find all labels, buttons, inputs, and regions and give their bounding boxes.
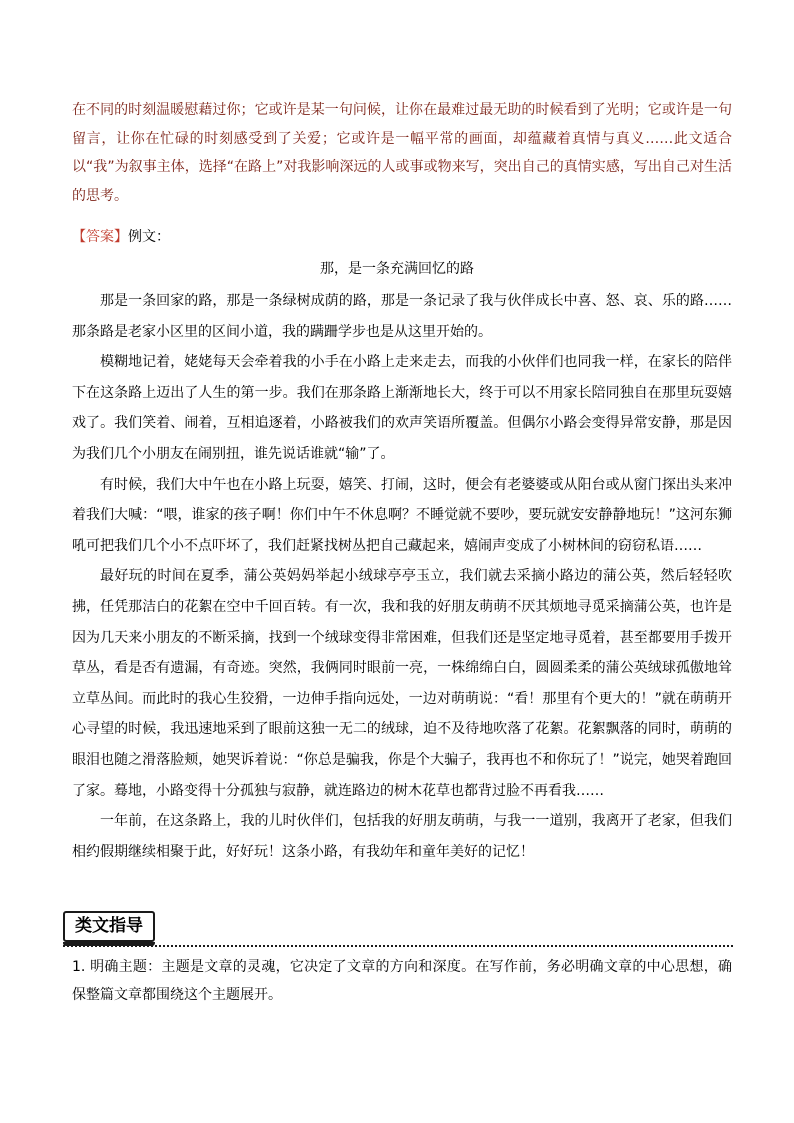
essay-paragraph: 有时候，我们大中午也在小路上玩耍，嬉笑、打闹，这时，便会有老婆婆或从阳台或从窗门探出头来冲着我们大喊：“喂，谁家的孩子啊！你们中午不休息啊？不睡觉就不要吵，要玩就安安静静地玩！”这河东狮吼可把我们几个小不点吓坏了，我们赶紧找树丛把自己藏起来，嬉闹声变成了小树林间的窃窃私语…… <box>72 476 732 554</box>
answer-line <box>72 225 732 249</box>
answer-label: 【答案】 <box>72 229 128 245</box>
essay-paragraph: 模糊地记着，姥姥每天会牵着我的小手在小路上走来走去，而我的小伙伴们也同我一样，在家长的陪伴下在这条路上迈出了人生的第一步。我们在那条路上渐渐地长大，终于可以不用家长陪同独自在那里玩耍嬉戏了。我们笑着、闹着，互相追逐着，小路被我们的欢声笑语所覆盖。但偶尔小路会变得异常安静，那是因为我们几个小朋友在闹别扭，谁先说话谁就“输”了。 <box>72 354 732 462</box>
intro-paragraph: 在不同的时刻温暖慰藉过你；它或许是某一句问候，让你在最难过最无助的时候看到了光明；它或许是一句留言，让你在忙碌的时刻感受到了关爱；它或许是一幅平常的画面，却蕴藏着真情与真义……此文适合以“我”为叙事主体，选择“在路上”对我影响深远的人或事或物来写，突出自己的真情实感，写出自己对生活的思考。 <box>72 102 732 204</box>
essay-paragraph: 最好玩的时间在夏季，蒲公英妈妈举起小绒球亭亭玉立，我们就去采摘小路边的蒲公英，然后轻轻吹拂，任凭那洁白的花絮在空中千回百转。有一次，我和我的好朋友萌萌不厌其烦地寻觅采摘蒲公英，也许是因为几天来小朋友的不断采摘，找到一个绒球变得非常困难，但我们还是坚定地寻觅着，甚至都要用手拨开草丛，看是否有遗漏，有奇迹。突然，我俩同时眼前一亮，一株绵绵白白，圆圆柔柔的蒲公英绒球孤傲地耸立草丛间。而此时的我心生狡猾，一边伸手指向远处，一边对萌萌说：“看！那里有个更大的！”就在萌萌开心寻望的时候，我迅速地采到了眼前这独一无二的绒球，迫不及待地吹落了花絮。花絮飘落的同时，萌萌的眼泪也随之滑落脸颊，她哭诉着说：“你总是骗我，你是个大骗子，我再也不和你玩了！”说完，她哭着跑回了家。蓦地，小路变得十分孤独与寂静，就连路边的树木花草也都背过脸不再看我…… <box>72 568 732 799</box>
guide-item-1: 1. 明确主题：主题是文章的灵魂，它决定了文章的方向和深度。在写作前，务必明确文章的中心思想，确保整篇文章都围绕这个主题展开。 <box>72 959 732 1003</box>
essay-body <box>72 286 732 867</box>
essay-paragraph: 那是一条回家的路，那是一条绿树成荫的路，那是一条记录了我与伙伴成长中喜、怒、哀、乐的路……那条路是老家小区里的区间小道，我的蹒跚学步也是从这里开始的。 <box>72 293 732 340</box>
answer-prefix: 例文： <box>128 229 170 245</box>
section-heading: 类文指导 <box>75 916 143 936</box>
essay-paragraph: 一年前，在这条路上，我的儿时伙伴们，包括我的好朋友萌萌，与我一一道别，我离开了老家，但我们相约假期继续相聚于此，好好玩！这条小路，有我幼年和童年美好的记忆！ <box>72 813 732 860</box>
essay-title: 那，是一条充满回忆的路 <box>320 261 474 277</box>
section-divider <box>63 945 733 947</box>
section-heading-box <box>63 911 155 942</box>
